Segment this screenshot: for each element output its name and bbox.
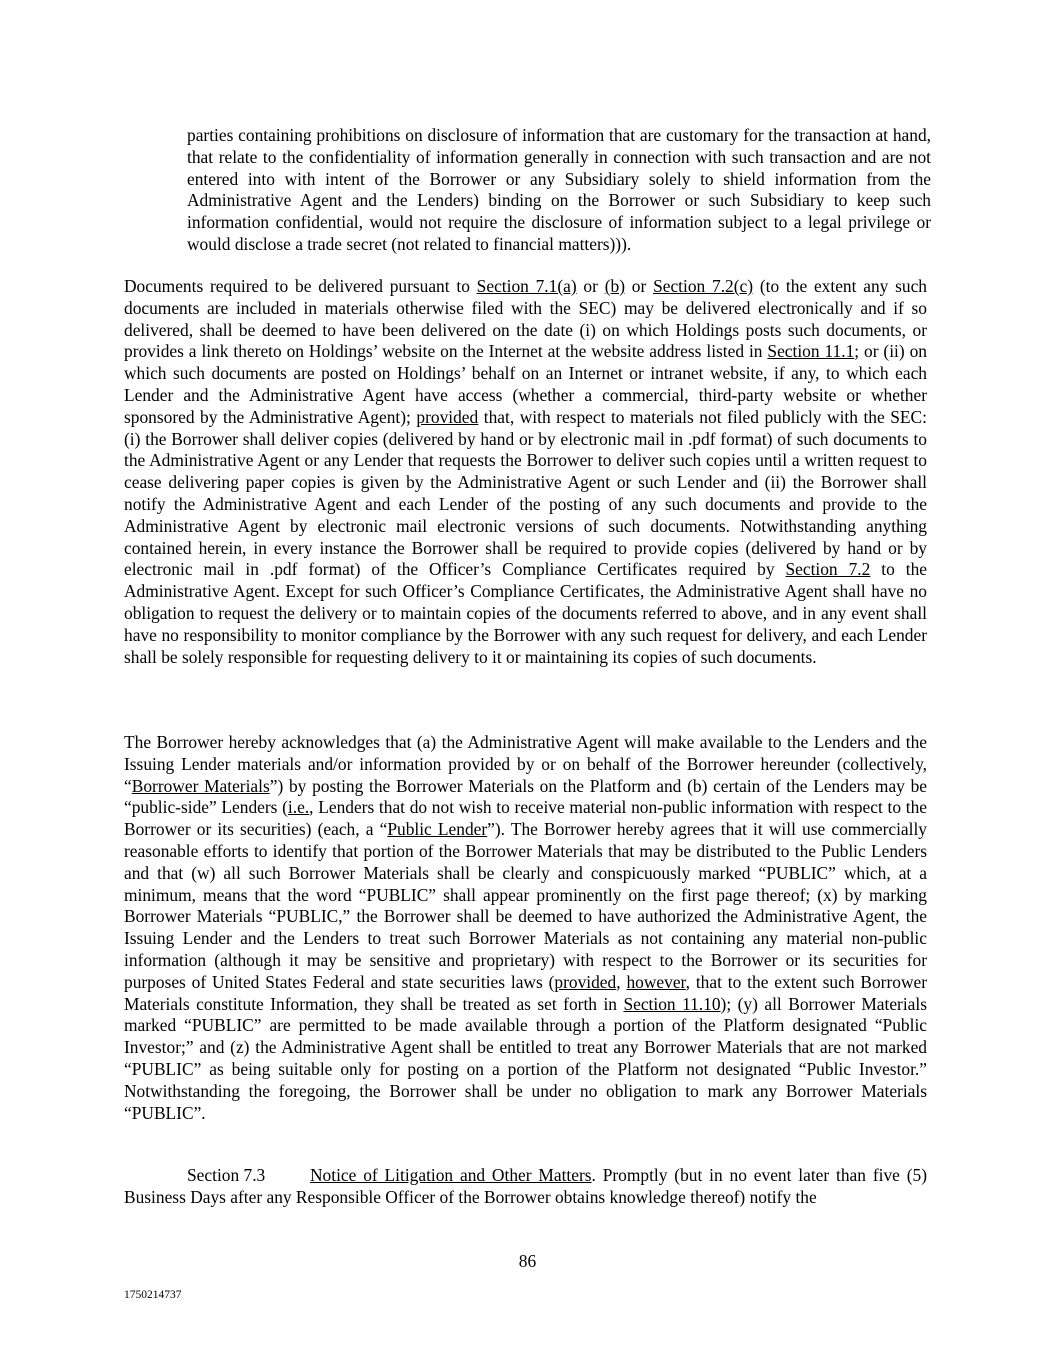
section-reference-7-1-a: Section 7.1(a) [476,276,577,296]
text-run: or [576,276,605,296]
document-id: 1750214737 [124,1289,182,1301]
text-run: The Borrower hereby acknowledges that (a) the Administrative Agent will make available to the Lenders and the Issuing Lender materials and/or information provided by or on behalf of the Borrower hereunder (collectively, “ [124,732,927,796]
electronic-delivery-paragraph [124,276,927,668]
text-run: ; or (ii) on which such documents are posted on Holdings’ behalf on an Internet or intranet website, if any, to which each Lender and the Administrative Agent have access (whether a commercial, third-party website or whether sponsored by the Administrative Agent); [124,341,927,427]
however-term: however [626,971,686,992]
continuation-text: parties containing prohibitions on disclosure of information that are customary for the transaction at hand, that relate to the confidentiality of information generally in connection with such transaction and are not entered into with intent of the Borrower or any Subsidiary solely to shield information from the Administrative Agent and the Lenders) binding on the Borrower or such Subsidiary to keep such information confidential, would not require the disclosure of information subject to a legal privilege or would disclose a trade secret (not related to financial matters))). [187,125,931,254]
section-reference-11-10: Section 11.10 [623,993,721,1014]
section-reference-7-2-c: Section 7.2(c) [653,276,754,296]
text-run: (to the extent any such documents are included in materials otherwise filed with the SEC) may be delivered electronically and if so delivered, shall be deemed to have been delivered on the date (i) on which Holdings posts such documents, or provides a link thereto on Holdings’ website on the Internet at the website address listed in [124,276,927,362]
text-run: Documents required to be delivered pursuant to [124,276,477,296]
text-run: to the Administrative Agent. Except for such Officer’s Compliance Certificates, the Administrative Agent shall have no obligation to request the delivery or to maintain copies of the documents referred to above, and in any event shall have no responsibility to monitor compliance by the Borrower with any such request for delivery, and each Lender shall be solely responsible for requesting delivery to it or maintaining its copies of such documents. [124,559,928,667]
provided-term: provided [416,406,479,427]
section-number: Section 7.3 [187,1165,266,1185]
text-run: , that to the extent such Borrower Materials constitute Information, they shall be treated as set forth in [124,971,928,1014]
text-run: or [625,276,654,296]
page-number: 86 [518,1251,537,1271]
text-run: ”). The Borrower hereby agrees that it will use commercially reasonable efforts to identify that portion of the Borrower Materials that may be distributed to the Public Lenders and that (w) all such Borrower Materials shall be clearly and conspicuously marked “PUBLIC” which, at a minimum, means that the word “PUBLIC” shall appear prominently on the first page thereof; (x) by marking Borrower Materials “PUBLIC,” the Borrower shall be deemed to have authorized the Administrative Agent, the Issuing Lender and the Lenders to treat such Borrower Materials as not containing any material non-public information (although it may be sensitive and proprietary) with respect to the Borrower or its securities for purposes of United States Federal and state securities laws ( [124,819,927,992]
section-reference-7-2: Section 7.2 [785,559,871,580]
section-text: . Promptly (but in no event later than five (5) Business Days after any Responsible Officer of the Borrower obtains knowledge thereof) notify the [124,1165,927,1207]
text-run: , Lenders that do not wish to receive material non-public information with respect to the Borrower or its securities) (each, a “ [124,797,927,840]
text-run: that, with respect to materials not filed publicly with the SEC: (i) the Borrower shall deliver copies (delivered by hand or by electronic mail in .pdf format) of such documents to the Administrative Agent or any Lender that requests the Borrower to deliver such copies until a written request to cease delivering paper copies is given by the Administrative Agent or such Lender and (ii) the Borrower shall notify the Administrative Agent and each Lender of the posting of any such documents and provide to the Administrative Agent by electronic mail electronic versions of such documents. Notwithstanding anything contained herein, in every instance the Borrower shall be required to provide copies (delivered by hand or by electronic mail in .pdf format) of the Officer’s Compliance Certificates required by [124,406,927,580]
section-reference-11-1: Section 11.1 [767,341,855,362]
defined-term-borrower-materials: Borrower Materials [131,775,270,796]
provided-term: provided [554,971,617,992]
borrower-materials-paragraph [124,732,927,1124]
section-7-3-paragraph [124,1165,927,1209]
text-run: , [616,971,627,992]
ie-term: i.e. [287,797,310,818]
continuation-paragraph [187,125,931,256]
section-title: Notice of Litigation and Other Matters [310,1165,592,1185]
text-run: ”) by posting the Borrower Materials on the Platform and (b) certain of the Lenders may be “public-side” Lenders ( [124,775,927,818]
section-reference-b: (b) [604,276,625,296]
defined-term-public-lender: Public Lender [387,819,488,840]
text-run: ); (y) all Borrower Materials marked “PUBLIC” are permitted to be made available through a portion of the Platform designated “Public Investor;” and (z) the Administrative Agent shall be entitled to treat any Borrower Materials that are not marked “PUBLIC” as being suitable only for posting on a portion of the Platform not designated “Public Investor.” Notwithstanding the foregoing, the Borrower shall be under no obligation to mark any Borrower Materials “PUBLIC”. [124,993,927,1123]
